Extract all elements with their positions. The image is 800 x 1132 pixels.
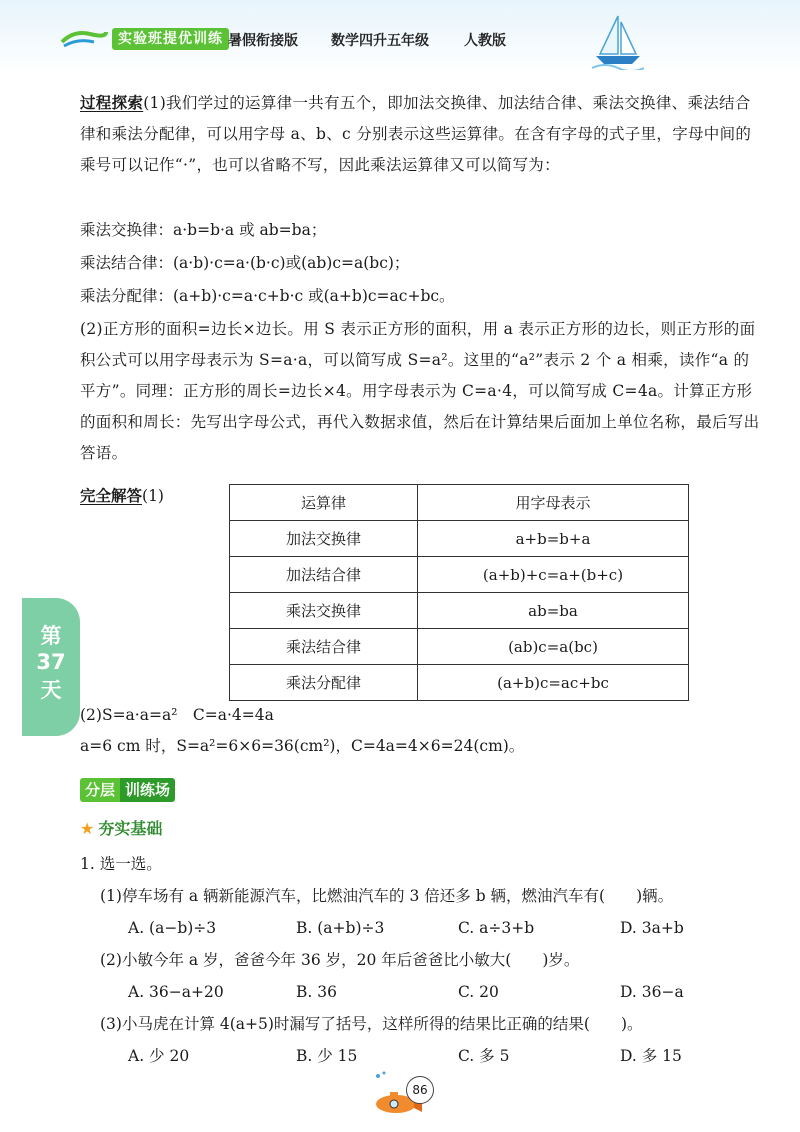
table-row (230, 557, 689, 593)
option-d: D. 多 15 (620, 1047, 682, 1065)
publisher-label: 人教版 (464, 33, 506, 49)
star-icon: ★ (80, 819, 95, 838)
explore-paragraph-2 (80, 314, 760, 469)
logo-swoosh-icon (60, 26, 108, 48)
table-header-row (230, 485, 689, 521)
answer-part-2-calc: a=6 cm 时，S=a²=6×6=36(cm²)，C=4a=4×6=24(cm)。 (80, 737, 525, 755)
table-cell: (a+b)c=ac+bc (418, 665, 689, 701)
practice-badge-left: 分层 (80, 778, 120, 802)
sailboat-icon (592, 12, 644, 70)
answer-part-1: (1) (142, 487, 164, 505)
option-c: C. a÷3+b (458, 919, 535, 937)
answer-part-2: (2)S=a·a=a² C=a·4=4a (80, 706, 274, 724)
grade-label: 数学四升五年级 (331, 33, 429, 49)
answer-label: 完全解答 (80, 487, 143, 505)
day-prefix: 第 (40, 624, 62, 648)
explore-text-1: (1)我们学过的运算律一共有五个，即加法交换律、加法结合律、乘法交换律、乘法结合律和乘法分配律，可以用字母 a、b、c 分别表示这些运算律。在含有字母的式子里，字母中间的乘号可以记作“·”，也可以省略不写，因此乘法运算律又可以简写为： (80, 94, 752, 174)
option-d: D. 3a+b (620, 919, 684, 937)
option-b: B. 少 15 (296, 1047, 358, 1065)
option-b: B. 36 (296, 983, 337, 1001)
table-cell: 乘法交换律 (230, 593, 418, 629)
explore-label: 过程探索 (80, 94, 144, 112)
table-row (230, 629, 689, 665)
table-cell: ab=ba (418, 593, 689, 629)
practice-badge (80, 778, 175, 802)
question-stem: (2)小敏今年 a 岁，爸爸今年 36 岁，20 年后爸爸比小敏大( )岁。 (100, 951, 580, 969)
question-stem: (1)停车场有 a 辆新能源汽车，比燃油汽车的 3 倍还多 b 辆，燃油汽车有( )辆。 (100, 887, 674, 905)
answer-heading (80, 484, 164, 506)
series-title: 实验班提优训练 (112, 28, 229, 50)
formula-multiplication-distributive: 乘法分配律：(a+b)·c=a·c+b·c 或(a+b)c=ac+bc。 (80, 287, 455, 305)
table-cell: 乘法分配律 (230, 665, 418, 701)
table-cell: a+b=b+a (418, 521, 689, 557)
formula-multiplication-associative: 乘法结合律：(a·b)·c=a·(b·c)或(ab)c=a(bc)； (80, 254, 410, 272)
option-c: C. 20 (458, 983, 499, 1001)
table-cell: 乘法结合律 (230, 629, 418, 665)
day-suffix: 天 (40, 678, 62, 702)
day-side-tab (22, 598, 80, 736)
option-a: A. 少 20 (128, 1047, 190, 1065)
table-cell: (ab)c=a(bc) (418, 629, 689, 665)
question-stem: (3)小马虎在计算 4(a+5)时漏写了括号，这样所得的结果比正确的结果( )。 (100, 1015, 643, 1033)
formula-multiplication-commutative: 乘法交换律：a·b=b·a 或 ab=ba； (80, 221, 327, 239)
edition-label: 暑假衔接版 (228, 33, 298, 49)
table-row (230, 521, 689, 557)
page-number-badge (370, 1070, 440, 1116)
option-b: B. (a+b)÷3 (296, 919, 385, 937)
table-cell: 加法结合律 (230, 557, 418, 593)
rules-table (229, 484, 689, 701)
page-number: 86 (406, 1076, 434, 1104)
option-c: C. 多 5 (458, 1047, 510, 1065)
option-a: A. (a−b)÷3 (128, 919, 217, 937)
option-d: D. 36−a (620, 983, 684, 1001)
table-row (230, 665, 689, 701)
table-header-cell: 用字母表示 (418, 485, 689, 521)
table-cell: 加法交换律 (230, 521, 418, 557)
page-header (0, 0, 800, 72)
day-number: 37 (36, 650, 66, 674)
section-title (80, 816, 162, 839)
table-row (230, 593, 689, 629)
explore-text-2: (2)正方形的面积=边长×边长。用 S 表示正方形的面积，用 a 表示正方形的边长，则正方形的面积公式可以用字母表示为 S=a·a，可以简写成 S=a²。这里的“a²”表示 2 个 a 相乘，读作“a 的平方”。同理：正方形的周长=边长×4。用字母表示为 C=a·4，可以简写成 C=4a。计算正方形的面积和周长：先写出字母公式，再代入数据求值，然后在计算结果后面加上单位名称，最后写出答语。 (80, 320, 760, 462)
explore-paragraph-1 (80, 88, 760, 181)
table-cell: (a+b)+c=a+(b+c) (418, 557, 689, 593)
question-1-title: 1. 选一选。 (80, 855, 162, 873)
section-title-text: 夯实基础 (98, 819, 163, 838)
option-a: A. 36−a+20 (128, 983, 224, 1001)
table-header-cell: 运算律 (230, 485, 418, 521)
practice-badge-right: 训练场 (120, 778, 175, 802)
